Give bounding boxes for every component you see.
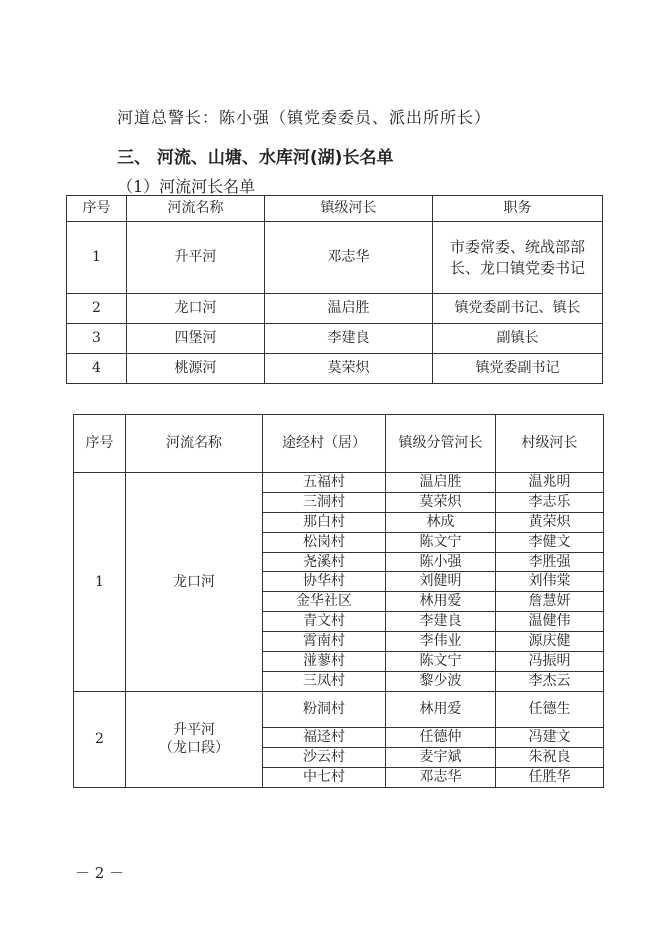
header-cell: 河流名称 [127,196,265,222]
cell: 1 [67,222,127,294]
row-number-cell: 1 [74,473,126,692]
header-cell: 序号 [67,196,127,222]
cell: 刘伟棠 [496,572,604,592]
river-note: （龙口段） [159,740,229,757]
header-cell: 序号 [74,415,126,473]
cell: 副镇长 [433,324,603,354]
header-cell: 镇级河长 [265,196,433,222]
subsection-title: （1）河流河长名单 [117,177,256,196]
cell: 邓志华 [265,222,433,294]
cell: 松岗村 [263,532,386,552]
cell: 朱祝良 [496,747,604,767]
cell: 莫荣炽 [386,492,496,512]
cell: 李健文 [496,532,604,552]
cell: 李建良 [265,324,433,354]
page-number: － 2 － [75,864,125,882]
cell: 三洞村 [263,492,386,512]
river-name: 龙口河 [173,573,215,590]
cell: 协华村 [263,572,386,592]
cell: 沙云村 [263,747,386,767]
cell: 李伟业 [386,632,496,652]
cell: 五福村 [263,473,386,493]
header-cell: 村级河长 [496,415,604,473]
cell: 金华社区 [263,592,386,612]
cell: 刘健明 [386,572,496,592]
header-cell: 职务 [433,196,603,222]
cell: 任德生 [496,691,604,727]
cell: 陈小强 [386,552,496,572]
cell: 三凤村 [263,671,386,691]
cell: 福迳村 [263,727,386,747]
cell: 莫荣炽 [265,354,433,384]
intro-line: 河道总警长：陈小强（镇党委委员、派出所所长） [117,108,492,127]
cell: 詹慧妍 [496,592,604,612]
header-cell: 河流名称 [126,415,263,473]
table-row [67,294,603,324]
cell: 湴蓼村 [263,652,386,672]
cell: 陈文宁 [386,652,496,672]
cell: 黄荣炽 [496,512,604,532]
cell: 任胜华 [496,767,604,787]
table-row [67,324,603,354]
cell: 温健伟 [496,612,604,632]
cell: 那白村 [263,512,386,532]
cell: 冯振明 [496,652,604,672]
cell: 温启胜 [265,294,433,324]
header-cell: 途经村（居） [263,415,386,473]
table-row [67,354,603,384]
cell: 3 [67,324,127,354]
river-name: 升平河 [173,721,215,738]
table-header-row [67,196,603,222]
table-row [74,691,604,727]
cell: 麦宇斌 [386,747,496,767]
river-name-cell [126,473,263,692]
cell: 冯建文 [496,727,604,747]
section-heading: 三、 河流、山塘、水库河(湖)长名单 [117,148,394,168]
cell: 四堡河 [127,324,265,354]
table-row [67,222,603,294]
cell: 青文村 [263,612,386,632]
river-chief-table [66,195,603,384]
cell: 任德仲 [386,727,496,747]
cell: 李志乐 [496,492,604,512]
cell: 粉洞村 [263,691,386,727]
cell: 霄南村 [263,632,386,652]
cell: 2 [67,294,127,324]
cell: 中七村 [263,767,386,787]
cell: 桃源河 [127,354,265,384]
table-row [74,473,604,493]
cell: 邓志华 [386,767,496,787]
cell: 4 [67,354,127,384]
cell: 镇党委副书记、镇长 [433,294,603,324]
cell: 镇党委副书记 [433,354,603,384]
cell: 龙口河 [127,294,265,324]
cell: 林用爱 [386,691,496,727]
cell: 市委常委、统战部部长、龙口镇党委书记 [433,222,603,294]
cell: 温兆明 [496,473,604,493]
cell: 升平河 [127,222,265,294]
header-cell: 镇级分管河长 [386,415,496,473]
river-name-cell [126,691,263,787]
table-header-row [74,415,604,473]
cell: 林成 [386,512,496,532]
cell: 尧溪村 [263,552,386,572]
cell: 陈文宁 [386,532,496,552]
cell: 李杰云 [496,671,604,691]
cell: 源庆健 [496,632,604,652]
cell: 李胜强 [496,552,604,572]
cell: 温启胜 [386,473,496,493]
row-number-cell: 2 [74,691,126,787]
village-river-chief-table [73,414,604,788]
cell: 林用爱 [386,592,496,612]
cell: 黎少波 [386,671,496,691]
cell: 李建良 [386,612,496,632]
